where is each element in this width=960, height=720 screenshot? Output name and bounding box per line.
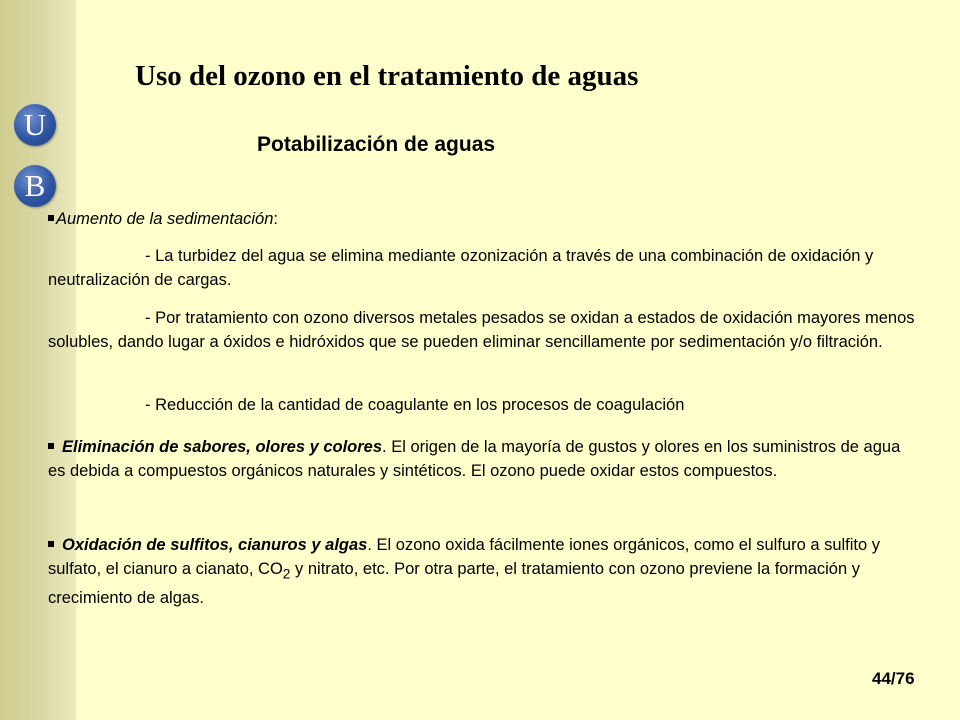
page-number: 44/76 bbox=[872, 669, 915, 688]
bullet-square-icon bbox=[48, 215, 54, 221]
section1-item3: - Reducción de la cantidad de coagulante en los procesos de coagulación bbox=[145, 396, 685, 414]
section2-body: . El origen de la mayoría de gustos y olores en los suministros de agua es debida a compuestos orgánicos naturales y sintéticos. El ozono puede oxidar estos compuestos. bbox=[48, 438, 901, 480]
co2-subscript: 2 bbox=[282, 566, 291, 582]
section2-heading: Eliminación de sabores, olores y colores bbox=[62, 438, 383, 456]
section3-paragraph bbox=[48, 533, 918, 610]
bullet-square-icon bbox=[48, 443, 54, 449]
section2-paragraph bbox=[48, 435, 918, 483]
page-title: Uso del ozono en el tratamiento de aguas bbox=[135, 60, 639, 92]
section1-item1: - La turbidez del agua se elimina mediante ozonización a través de una combinación de oxidación y neutralización de cargas. bbox=[48, 247, 874, 289]
section1-heading: Aumento de la sedimentación: bbox=[48, 207, 918, 231]
section3-body-after: y nitrato, etc. Por otra parte, el tratamiento con ozono previene la formación y crecimiento de algas. bbox=[48, 560, 860, 608]
subtitle: Potabilización de aguas bbox=[257, 133, 496, 156]
section3-body-before: . El ozono oxida fácilmente iones orgánicos, como el sulfuro a sulfito y sulfato, el cianuro a cianato, CO bbox=[48, 536, 881, 578]
logo-b-icon: B bbox=[14, 165, 56, 207]
logo-u-icon: U bbox=[14, 104, 56, 146]
section3-heading: Oxidación de sulfitos, cianuros y algas bbox=[62, 536, 368, 554]
bullet-square-icon bbox=[48, 541, 54, 547]
section1-item2: - Por tratamiento con ozono diversos metales pesados se oxidan a estados de oxidación mayores menos solubles, dando lugar a óxidos e hidróxidos que se pueden eliminar sencillamente por sedimentación y/o filtración. bbox=[48, 309, 915, 351]
